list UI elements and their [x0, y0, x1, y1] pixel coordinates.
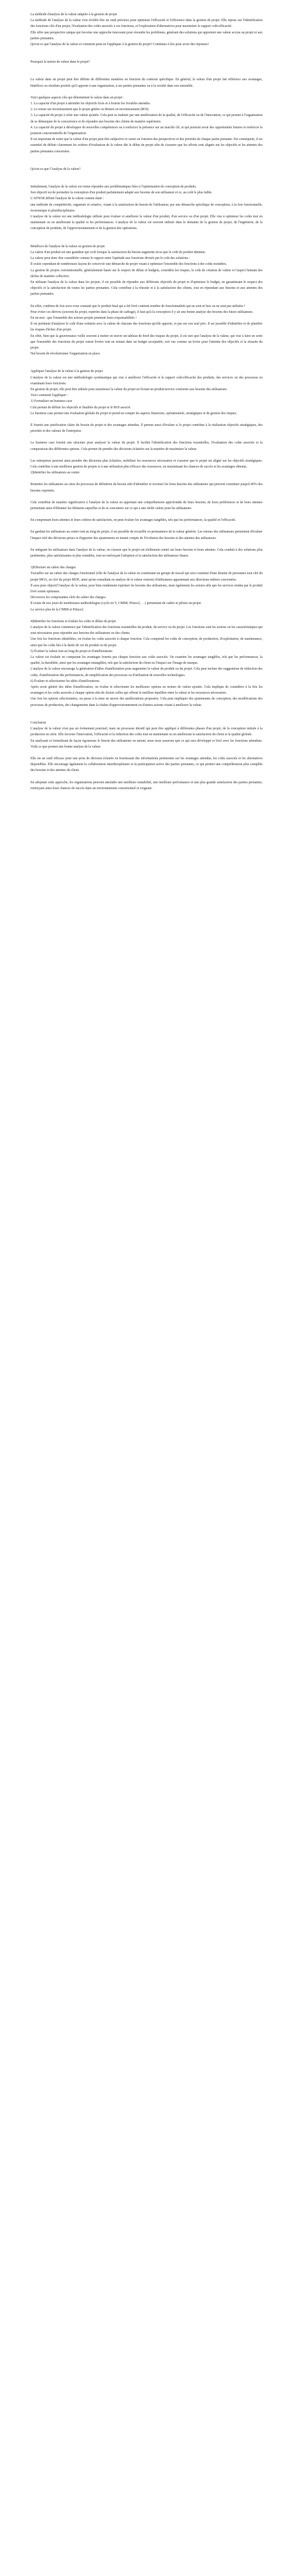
- paragraph: En effet, bien que la gouvernance veille souvent à mettre en œuvre un tableau de bord des risques du projet, il est rare que l'analyse de la valeur, qui vise à faire en sorte que l'ensemble des fonctions du projet soient livrées tout en restant dans un budget acceptable, soit vue comme un levier pour l'atteinte des objectifs et la réussite du projet.: [30, 334, 263, 350]
- spacer: [30, 523, 263, 529]
- paragraph: En effet, combien de fois avez-vous constaté que le produit final qui a été livré contient nombre de fonctionnalités qui ne sont ni lues ou ne sont pas utilisées !: [30, 304, 246, 308]
- paragraph: Elle est un outil efficace pour une prise de décision éclairée en fournissant des informations pertinentes sur les avantages attendus, les coûts associés et les alternatives disponibles. Elle encourage également la collaboration interdisciplinaire et la participation active des parties prenantes, ce qui permet une compréhension plus complète des besoins et des attentes du client.: [30, 756, 263, 773]
- paragraph: L'analyse de la valeur n'est pas un événement ponctuel, mais un processus itératif qui peut être appliqué à différentes phases d'un projet, de la conception initiale à la production en série. Elle favorise l'innovation, l'efficacité et la réduction des coûts tout en maintenant ou en améliorant la satisfaction du client et la qualité globale.: [30, 727, 263, 737]
- paragraph: Le business case permet une évaluation globale du projet et prend en compte les aspects financiers, opérationnels, stratégiques et de gestion des risques.: [30, 411, 237, 415]
- paragraph: Remettre les utilisateurs au cœur du processus de définition du besoin afin d'identifier et recenser les bons besoins des utilisateurs qui peuvent constituer jusqu'à 80% des besoins exprimés.: [30, 483, 263, 493]
- paragraph: Une fois les fonctions identifiées, on évalue les coûts associés à chaque fonction. Cela comprend les coûts de conception, de production, d'exploitation, de maintenance, ainsi que les coûts liés à la durée de vie du produit ou du projet.: [30, 637, 263, 647]
- paragraph: La valeur peut donc être considérée comme le rapport entre l'aptitude aux fonctions divisée par le coût des solutions :: [30, 257, 190, 261]
- paragraph: Il fournit une justification claire du besoin du projet et des avantages attendus. Il permet aussi d'évaluer si le projet contribue à la réalisation objectifs stratégiques, des priorités et des valeurs de l'entreprise.: [30, 423, 263, 434]
- paragraph: 6) Évaluer et sélectionner les idées d'améliorations: [30, 679, 100, 683]
- paragraph: 2)Identifier les utilisateurs au centre: [30, 471, 80, 475]
- paragraph: En intégrant les utilisateurs dans l'analyse de la valeur, on s'assure que le projet est réellement centré sur leurs besoins et leurs attentes. Cela conduit à des solutions plus pertinentes, plus satisfaisantes et plus rentables, tout en renforçant l'adoption et la satisfaction des utilisateurs finaux.: [30, 548, 263, 558]
- spacer: [30, 417, 263, 422]
- paragraph: Travailler sur un cahier des charges fonctionnel (rôle de l'analyse de la valeur en constituant un groupe de travail qui sera constitué d'une dizaine de personnes tout clef du projet MOA, en clef du projet MOE, ainsi qu'un consultant en analyse de la valeur externe) d'utilisateurs appartenant aux directions métiers concernées.: [30, 572, 263, 582]
- paragraph: En comprenant leurs attentes et leurs critères de satisfaction, on peut évaluer les avantages tangibles, tels que les performances, la qualité et l'efficacité.: [30, 518, 236, 523]
- paragraph: La valeur d'un produit est une grandeur qui croît lorsque la satisfaction du besoin augmente et/ou que le coût du produit diminue.: [30, 250, 206, 254]
- paragraph: Cela contribue de manière significative à l'analyse de la valeur en apportant une compréhension approfondie de leurs besoins, de leurs préférences et de leurs attentes permettant ainsi d'éliminer les éléments superflus et de se concentrer sur ce qui a une réelle valeur pour les utilisateurs.: [30, 500, 263, 510]
- paragraph: La valeur est évaluée en comparant les avantages fournis par chaque fonction aux coûts associés. On examine les avantages tangibles, tels que les performances, la qualité, la durabilité, ainsi que les avantages intangibles, tels que la satisfaction du client ou l'impact sur l'image de marque.: [30, 656, 263, 666]
- paragraph: Il existe de nos jours de nombreuses méthodologies (cycle en V, CMMI, Prince2, …) permettant de cadrer et piloter un projet.: [30, 602, 202, 606]
- paragraph: Il existe cependant de nombreuses façons de concevoir une démarche de projet visant à optimiser l'ensemble des fonctions à des coûts moindres.: [30, 262, 227, 267]
- paragraph: Il est important de noter que la valeur d'un projet peut être subjective et varier en fonction des perspectives et des priorités de chaque partie prenante. Par conséquent, il est essentiel de définir clairement les critères d'évaluation de la valeur dès le début du projet afin de s'assurer que les efforts sont alignés sur les objectifs et les attentes des parties prenantes concernées.: [30, 138, 263, 153]
- spacer: [30, 774, 263, 780]
- section-heading: Bénéfices de l'analyse de la valeur en gestion de projet: [30, 244, 105, 248]
- spacer: [30, 708, 263, 720]
- paragraph: La valeur dans un projet peut être définie de différentes manières en fonction du contexte spécifique. En général, la valeur d'un projet fait référence aux avantages, bénéfices ou résultats positifs qu'il apporte à une organisation, à ses parties prenantes ou à la société dans son ensemble.: [30, 78, 263, 88]
- section-heading: Conclusion: [30, 721, 46, 725]
- spacer: [30, 511, 263, 517]
- paragraph: En adoptant cette approche, les organisations peuvent atteindre une meilleure rentabilité, une meilleure performance et une plus grande satisfaction des parties prenantes, renforçant ainsi leurs chances de succès dans un environnement concurrentiel et exigeant.: [30, 780, 263, 790]
- section-heading: Appliquer l'analyse de la valeur à la gestion de projet: [30, 370, 103, 374]
- paragraph: Son objectif est de permettre la conception d'un produit parfaitement adapté aux besoins de son utilisateur et ce, au coût le plus faible.: [30, 191, 213, 195]
- spacer: [30, 452, 263, 458]
- paragraph: Le business case fournit une structure pour analyser la valeur du projet. Il facilite l'identification des fonctions essentielles, l'évaluation des coûts associés et la comparaison des différentes options. Cela permet de prendre des décisions éclairées sur la manière de maximiser la valeur.: [30, 441, 263, 451]
- spacer: [30, 613, 263, 619]
- paragraph: une méthode de compétitivité, organisée et créative, visant à la satisfaction du besoin de l'utilisateur, par une démarche spécifique de conception, à la fois fonctionnelle, économique et pluridisciplinaire.: [30, 203, 263, 213]
- paragraph: En un mot : que l'ensemble des acteurs projets prennent leurs responsabilités !: [30, 316, 137, 320]
- spacer: [30, 47, 263, 59]
- paragraph: Le service plus de la CMMI et Prince2.: [30, 608, 84, 612]
- spacer: [30, 89, 263, 95]
- paragraph: L'analyse de la valeur encourage la génération d'idées d'amélioration pour augmenter la valeur du produit ou du projet. Cela peut inclure des suggestions de réduction des coûts, d'amélioration des performances, de simplification des processus ou d'utilisation de nouvelles technologies.: [30, 667, 263, 677]
- paragraph: Une fois les options sélectionnées, on passe à la mise en œuvre des améliorations proposées. Cela peut impliquer des ajustements de conception, des modifications des processus de production, des changements dans la chaîne d'approvisionnement ou d'autres actions visant à améliorer la valeur.: [30, 697, 263, 707]
- paragraph: Voici comment l'appliquer :: [30, 394, 69, 398]
- spacer: [30, 494, 263, 500]
- paragraph: Découvrez les composantes clefs du cahier des charges.: [30, 596, 107, 600]
- paragraph: 4)Identifier les fonctions et évaluer les coûts et délais du projet: [30, 619, 116, 623]
- paragraph: Il aura pour objectif l'analyse de la valeur, pour bien rendement exprimer les besoins des utilisateurs, mais également les acteurs afin que les services rendus par le produit livré soient optimaux.: [30, 584, 263, 594]
- document-title: La méthode d'analyse de la valeur adaptée à la gestion de projet: [30, 13, 117, 16]
- paragraph: En analysant et formalisant de façon rigoureuse le besoin des utilisateurs en amont, nous nous assurons que ce qui sera développé et livré avec les fonctions attendues. Voilà ce que promet une bonne analyse de la valeur.: [30, 739, 263, 749]
- paragraph: 1. La capacité d'un projet à atteindre les objectifs fixés et à fournir les livrables attendus.: [30, 102, 151, 106]
- paragraph: La méthode de l'analyse de la valeur s'est révélée être un outil précieux pour optimiser l'efficacité et l'efficience dans la gestion de projet. Elle repose sur l'identification des fonctions clés d'un projet, l'évaluation des coûts associés à ces fonctions, et l'exploration d'alternatives pour maximiser le rapport coût-efficacité.: [30, 19, 263, 29]
- spacer: [30, 357, 263, 369]
- paragraph: L'analyse de la valeur est une méthodologie systématique qui vise à améliorer l'efficacité et le rapport coût-efficacité des produits, des services ou des processus en examinant leurs fonctions.: [30, 376, 263, 385]
- paragraph: En utilisant l'analyse de la valeur dans les projets, il est possible de répondre aux différents objectifs du projet et d'optimiser le budget, en garantissant le respect des objectifs et la satisfaction de toutes les parties prenantes. Cela contribue à la réussite et à la satisfaction des clients, tout en répondant aux besoins et aux attentes des parties prenantes.: [30, 280, 263, 296]
- paragraph: 1) Formaliser un business case: [30, 400, 73, 404]
- spacer: [30, 172, 263, 184]
- spacer: [30, 559, 263, 565]
- paragraph: L'AFNOR définit l'analyse de la valeur comme étant :: [30, 197, 104, 201]
- spacer: [30, 155, 263, 166]
- paragraph: En gestion de projet, elle peut être utilisée pour maximiser la valeur du projet en livrant un produit/service conforme aux besoins des utilisateurs.: [30, 387, 228, 391]
- paragraph: Elle offre une perspective unique qui favorise une approche innovante pour résoudre les problèmes, générant des solutions qui apportent une valeur accrue au projet et aux parties prenantes.: [30, 30, 263, 40]
- paragraph: 3. La capacité du projet à créer une valeur ajoutée. Cela peut se traduire par une amélioration de la qualité, de l'efficacité ou de l'innovation, ce qui permet à l'organisation de se démarquer de la concurrence et de répondre aux besoins des clients de manière supérieure.: [30, 114, 263, 124]
- paragraph: 4. La capacité du projet à développer de nouvelles compétences ou à renforcer la présence sur un marché clé, et qui pourrait avoir des opportunités futures et renforcer la position concurrentielle de l'organisation.: [30, 125, 263, 136]
- spacer: [30, 541, 263, 547]
- spacer: [30, 750, 263, 756]
- spacer: [30, 65, 263, 77]
- paragraph: Pour éviter ces dérives (souvent du projet, repérées dans la phase de cadrage), il faut qu'à la conception il y ait une bonne analyse des besoins des futurs utilisateurs.: [30, 310, 254, 314]
- article: [30, 12, 263, 791]
- paragraph: Cela permet de définir les objectifs et finalités du projet et le ROI associé.: [30, 405, 131, 410]
- paragraph: La gestion de projets conventionnelle, généralement basée sur le respect de délais et budgets, considère les risques, le coût de création de valeur et l'aspect humain des tâches de manière collective.: [30, 268, 263, 278]
- section-heading: Pourquoi la notion de valeur dans le projet?: [30, 60, 90, 64]
- spacer: [30, 434, 263, 440]
- spacer: [30, 232, 263, 244]
- spacer: [30, 476, 263, 482]
- paragraph: Voici quelques aspects clés qui déterminent la valeur dans un projet :: [30, 95, 124, 100]
- paragraph: 3)Effectuer un cahier des charges: [30, 566, 76, 570]
- paragraph: Initialement, l'analyse de la valeur est venue répondre aux problématiques liées à l'optimisation de conception de produits.: [30, 185, 197, 189]
- paragraph: Il est pertinent d'analyser le coût d'une solution avec la valeur de chacune des fonctions qu'elle apporte, et pas sur son seul prix. Il est possible d'identifier et de planifier les risques d'échec d'un projet.: [30, 322, 263, 332]
- spacer: [30, 298, 263, 303]
- paragraph: Qu'est-ce que l'analyse de la valeur et comment peut-on l'appliquer à la gestion de projet? Continuez à lire pour avoir des réponses!: [30, 43, 209, 47]
- paragraph: 2. Le retour sur investissement que le projet génère ou Return on investissement (ROI).: [30, 108, 149, 112]
- paragraph: Les entreprises peuvent ainsi prendre des décisions plus éclairées, mobiliser les ressources nécessaires et s'assurer que le projet est aligné sur les objectifs stratégiques. Cela contribue à une meilleure gestion de projets et à une utilisation plus efficace des ressources, en maximisant les chances de succès et les avantages obtenus.: [30, 459, 263, 469]
- paragraph: L'analyse de la valeur commence par l'identification des fonctions essentielles du produit, du service ou du projet. Les fonctions sont les actions ou les caractéristiques qui sont nécessaires pour répondre aux besoins des utilisateurs ou des clients.: [30, 626, 263, 636]
- paragraph: En gardant les utilisateurs au centre tout au long du projet, il est possible de recueillir en permanence de la valeur générée. Les retours des utilisateurs permettent d'évaluer l'impact réel des décisions prises et d'apporter des ajustements en tenant compte de l'évolution des besoins et des attentes des utilisateurs.: [30, 530, 263, 540]
- paragraph: Après avoir généré des idées d'amélioration, on évalue et sélectionne les meilleures options en termes de valeur ajoutée. Cela implique de considérer à la fois les avantages et les coûts associés à chaque option afin de choisir celles qui offrent le meilleur équilibre entre la valeur et les ressources nécessaires.: [30, 685, 263, 695]
- paragraph: 5) Évaluer la valeur tout au long du projet et d'améliorations: [30, 649, 113, 653]
- paragraph: Nul besoin de révolutionner l'organisation en place.: [30, 352, 101, 356]
- section-heading: Qu'est-ce que l'Analyse de la valeur?: [30, 167, 81, 171]
- paragraph: L'analyse de la valeur est une méthodologie utilisée pour évaluer et améliorer la valeur d'un produit, d'un service ou d'un projet. Elle vise à optimiser les coûts tout en maintenant ou en améliorant la qualité et les performances. L'analyse de la valeur est souvent utilisée dans le domaine de la gestion de projet, de l'ingénierie, de la conception de produits, de l'approvisionnement et de la gestion des opérations.: [30, 215, 263, 231]
